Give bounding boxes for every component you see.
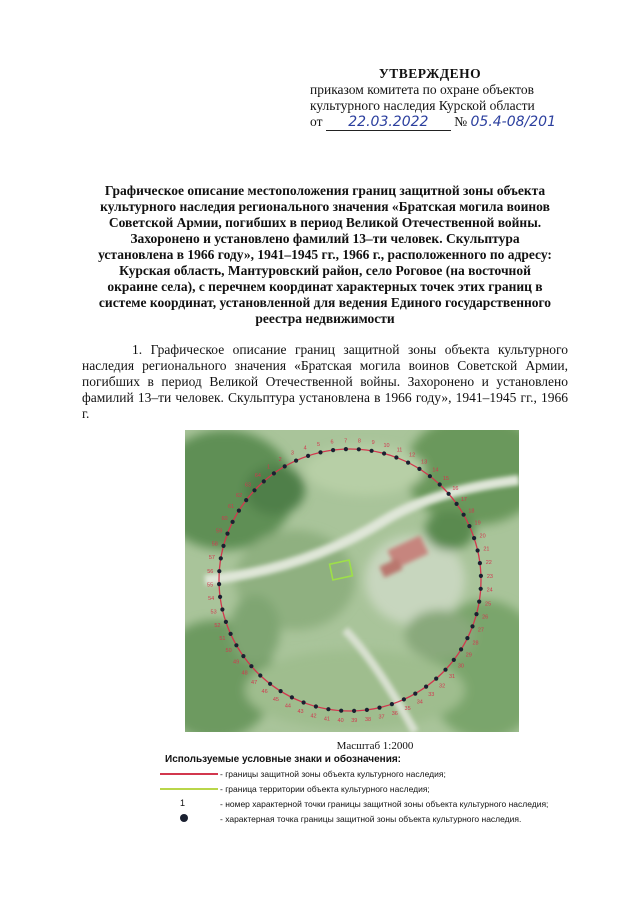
- boundary-point-label-63: 63: [244, 482, 252, 489]
- boundary-point-34: [413, 692, 417, 696]
- boundary-point-label-33: 33: [428, 692, 435, 699]
- approval-date-row: [310, 114, 610, 131]
- boundary-point-49: [241, 654, 245, 658]
- approval-number: 05.4-08/201: [470, 114, 556, 130]
- boundary-point-label-29: 29: [465, 652, 472, 659]
- section-1-text: 1. Графическое описание границ защитной зоны объекта культурного наследия регионального значения «Братская могила воинов Советской Армии, погибших в период Великой Отечественной войны. Захоронено и установлено фамилий 13–ти человек. Скульптура установлена в 1966 году», 1941–1945 гг., 1966 г.: [82, 342, 568, 421]
- boundary-point-51: [229, 632, 233, 636]
- boundary-point-label-14: 14: [432, 467, 439, 474]
- boundary-point-40: [339, 709, 343, 713]
- legend-item-point-number: 1 - номер характерной точки границы защитной зоны объекта культурного наследия;: [180, 798, 549, 809]
- legend: [160, 767, 580, 827]
- boundary-point-25: [477, 600, 481, 604]
- boundary-point-63: [252, 488, 256, 492]
- boundary-point-1: [272, 471, 276, 475]
- boundary-point-16: [447, 492, 451, 496]
- boundary-point-label-34: 34: [416, 699, 423, 706]
- boundary-point-label-27: 27: [477, 627, 484, 634]
- boundary-point-label-49: 49: [233, 659, 240, 666]
- boundary-point-47: [258, 673, 262, 677]
- boundary-point-label-42: 42: [310, 713, 317, 720]
- boundary-point-45: [279, 689, 283, 693]
- boundary-point-label-1: 1: [267, 464, 271, 471]
- boundary-point-label-64: 64: [254, 472, 261, 479]
- boundary-point-label-18: 18: [468, 508, 475, 515]
- boundary-point-18: [462, 513, 466, 517]
- boundary-point-label-23: 23: [486, 573, 493, 580]
- boundary-point-label-37: 37: [378, 714, 385, 721]
- boundary-point-label-30: 30: [457, 663, 464, 670]
- boundary-point-48: [249, 664, 253, 668]
- boundary-point-label-13: 13: [421, 459, 428, 466]
- red-line-icon: [160, 773, 218, 775]
- boundary-point-10: [382, 451, 386, 455]
- boundary-point-9: [370, 449, 374, 453]
- boundary-point-label-17: 17: [460, 496, 467, 503]
- boundary-point-label-56: 56: [207, 568, 214, 575]
- boundary-point-39: [352, 709, 356, 713]
- approval-block: [310, 66, 610, 131]
- boundary-point-29: [459, 647, 463, 651]
- boundary-point-label-41: 41: [323, 716, 330, 723]
- boundary-point-26: [474, 612, 478, 616]
- boundary-point-label-43: 43: [297, 709, 304, 716]
- boundary-point-41: [326, 707, 330, 711]
- boundary-point-13: [417, 467, 421, 471]
- boundary-point-label-8: 8: [357, 438, 361, 445]
- boundary-point-label-26: 26: [482, 614, 489, 621]
- boundary-point-label-38: 38: [364, 717, 372, 723]
- boundary-point-label-11: 11: [396, 447, 403, 454]
- boundary-point-label-57: 57: [208, 555, 215, 562]
- boundary-point-label-45: 45: [272, 697, 279, 703]
- green-line-icon: [160, 788, 218, 790]
- boundary-point-label-21: 21: [483, 546, 490, 553]
- boundary-point-12: [406, 461, 410, 465]
- boundary-point-55: [217, 582, 221, 586]
- boundary-point-label-2: 2: [278, 456, 282, 463]
- boundary-point-54: [218, 595, 222, 599]
- boundary-point-17: [455, 502, 459, 506]
- boundary-point-label-25: 25: [485, 601, 492, 608]
- boundary-point-label-47: 47: [251, 680, 258, 687]
- boundary-point-64: [262, 479, 266, 483]
- boundary-point-label-3: 3: [290, 450, 294, 457]
- boundary-point-label-5: 5: [316, 441, 321, 448]
- map-scale: Масштаб 1:2000: [336, 740, 414, 752]
- boundary-point-label-10: 10: [383, 443, 390, 449]
- boundary-point-57: [219, 556, 223, 560]
- legend-item-point: - характерная точка границы защитной зоны объекта культурного наследия.: [160, 812, 580, 827]
- boundary-point-label-44: 44: [284, 703, 291, 710]
- boundary-point-label-16: 16: [452, 486, 459, 493]
- boundary-point-62: [244, 498, 248, 502]
- boundary-point-27: [470, 624, 474, 628]
- boundary-point-label-53: 53: [210, 609, 217, 616]
- boundary-point-52: [224, 620, 228, 624]
- boundary-point-44: [290, 695, 294, 699]
- boundary-point-label-36: 36: [391, 710, 398, 717]
- boundary-point-31: [443, 668, 447, 672]
- boundary-point-23: [479, 574, 483, 578]
- boundary-point-19: [467, 524, 471, 528]
- boundary-point-label-50: 50: [225, 648, 232, 654]
- boundary-point-label-35: 35: [404, 705, 411, 712]
- boundary-point-label-46: 46: [261, 689, 268, 696]
- boundary-point-label-28: 28: [472, 640, 479, 647]
- boundary-point-label-58: 58: [211, 541, 218, 548]
- boundary-point-label-40: 40: [337, 717, 344, 724]
- boundary-point-22: [478, 561, 482, 565]
- approval-title: УТВЕРЖДЕНО: [378, 66, 482, 81]
- boundary-point-56: [217, 569, 221, 573]
- boundary-point-32: [434, 677, 438, 681]
- boundary-point-38: [365, 708, 369, 712]
- number-prefix: №: [454, 114, 468, 129]
- date-prefix: от: [310, 114, 323, 129]
- legend-item-boundary: - границы защитной зоны объекта культурного наследия;: [160, 767, 580, 782]
- boundary-point-58: [221, 544, 225, 548]
- boundary-point-24: [479, 587, 483, 591]
- boundary-point-61: [237, 509, 241, 513]
- boundary-point-label-6: 6: [330, 439, 334, 446]
- boundary-point-36: [390, 702, 394, 706]
- boundary-point-50: [234, 643, 238, 647]
- boundary-point-46: [268, 682, 272, 686]
- boundary-point-label-54: 54: [208, 596, 215, 603]
- boundary-point-8: [357, 447, 361, 451]
- boundary-point-59: [225, 532, 229, 536]
- boundary-point-5: [318, 450, 322, 454]
- boundary-point-label-7: 7: [344, 438, 348, 445]
- boundary-point-label-60: 60: [221, 516, 228, 523]
- boundary-point-3: [294, 459, 298, 463]
- boundary-point-label-12: 12: [409, 452, 416, 459]
- boundary-point-label-31: 31: [448, 674, 456, 681]
- boundary-point-43: [302, 700, 306, 704]
- boundary-point-35: [402, 697, 406, 701]
- boundary-point-37: [377, 706, 381, 710]
- boundary-point-label-32: 32: [439, 683, 446, 690]
- boundary-point-label-39: 39: [351, 718, 358, 725]
- legend-title: Используемые условные знаки и обозначения:: [165, 754, 402, 765]
- boundary-point-53: [220, 607, 224, 611]
- boundary-point-label-61: 61: [228, 504, 235, 511]
- point-number-sample: 1: [180, 798, 186, 808]
- boundary-point-label-15: 15: [442, 476, 449, 483]
- boundary-point-30: [452, 658, 456, 662]
- boundary-point-11: [394, 455, 398, 459]
- boundary-point-label-59: 59: [216, 528, 223, 535]
- boundary-point-28: [465, 636, 469, 640]
- boundary-point-label-22: 22: [485, 560, 492, 567]
- boundary-point-label-55: 55: [207, 582, 214, 589]
- boundary-point-label-62: 62: [236, 492, 243, 499]
- approval-line-2: культурного наследия Курской области: [310, 98, 535, 113]
- approval-date: 22.03.2022: [348, 114, 429, 130]
- boundary-point-15: [438, 482, 442, 486]
- document-title: Графическое описание местоположения границ защитной зоны объекта культурного наследия регионального значения «Братская могила воинов Советской Армии, погибших в период Великой Отечественной войны. Захоронено и установлено фамилий 13–ти человек. Скульптура установлена в 1966 году», 1941–1945 гг., 1966 г., расположенного по адресу: Курская область, Мантуровский район, село Роговое (на восточной окраине села), с перечнем координат характерных точек этих границ в системе координат, установленной для ведения Единого государственного реестра недвижимости: [98, 183, 552, 326]
- boundary-point-4: [306, 454, 310, 458]
- boundary-point-33: [424, 685, 428, 689]
- boundary-point-label-24: 24: [486, 587, 493, 594]
- boundary-point-label-19: 19: [474, 520, 481, 527]
- boundary-point-label-9: 9: [371, 440, 375, 447]
- boundary-point-label-20: 20: [479, 533, 486, 540]
- boundary-point-14: [428, 474, 432, 478]
- point-dot-icon: [180, 814, 188, 822]
- boundary-map: [185, 430, 519, 732]
- boundary-point-label-52: 52: [214, 623, 221, 629]
- boundary-point-label-4: 4: [303, 445, 307, 452]
- boundary-point-20: [472, 536, 476, 540]
- boundary-point-2: [283, 464, 287, 468]
- boundary-point-6: [331, 448, 335, 452]
- legend-item-territory: - граница территории объекта культурного наследия;: [160, 782, 580, 797]
- boundary-point-42: [314, 704, 318, 708]
- boundary-point-label-48: 48: [241, 670, 248, 677]
- boundary-point-60: [231, 520, 235, 524]
- boundary-point-label-51: 51: [219, 635, 226, 642]
- boundary-point-21: [476, 548, 480, 552]
- boundary-point-7: [344, 447, 348, 451]
- map-svg: [185, 430, 519, 732]
- approval-line-1: приказом комитета по охране объектов: [310, 82, 534, 97]
